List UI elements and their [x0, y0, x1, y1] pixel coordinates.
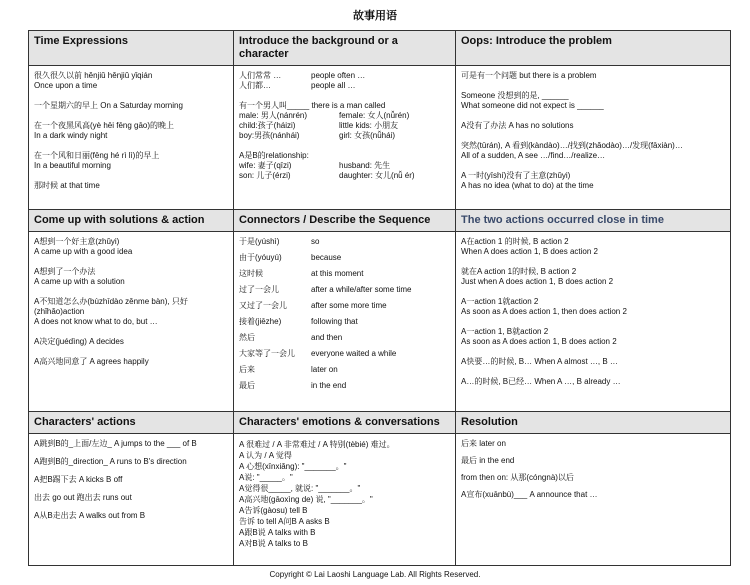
list-item: A 认为 / A 觉得 — [239, 451, 292, 460]
copyright-footer: Copyright © Lai Laoshi Language Lab. All Rights Reserved. — [269, 570, 481, 579]
phrase-en: A came up with a good idea — [34, 247, 133, 256]
list-item: 告诉 to tell A问B A asks B — [239, 517, 330, 526]
man-called-phrase: 有一个男人叫_____ there is a man called — [239, 101, 386, 110]
list-item: A 心想(xīnxiǎng): "_______。" — [239, 462, 347, 471]
header-time-expressions: Time Expressions — [29, 31, 234, 66]
list-item: A说: "_____。" — [239, 473, 293, 482]
list-item — [239, 81, 450, 91]
list-item — [461, 121, 725, 131]
list-item: A对B说 A talks to B — [239, 539, 308, 548]
relationship-phrase: A是B的relationship: — [239, 151, 309, 160]
list-item: from then on: 从那(cóngnà)以后 — [461, 473, 574, 482]
connector-cn: 接着(jiēzhe) — [239, 317, 282, 326]
phrase: A…的时候, B已经… When A …, B already … — [461, 377, 621, 386]
list-item — [461, 267, 725, 287]
phrase-cn: 在一个风和日丽(fēng hé rì lì)的早上 — [34, 151, 160, 160]
list-item: 后来 later on — [461, 439, 506, 448]
connector-cn: 后来 — [239, 365, 255, 374]
phrase: A快要…的时候, B… When A almost …, B … — [461, 357, 618, 366]
list-item — [461, 377, 725, 387]
phrase-en: people often … — [311, 71, 366, 80]
phrase: 一个星期六的早上 On a Saturday morning — [34, 101, 183, 110]
phrase-cn: A一action 1就action 2 — [461, 297, 539, 306]
list-item — [34, 151, 228, 171]
phrase-en: Once upon a time — [34, 81, 98, 90]
phrase-cn: A在action 1 的时候, B action 2 — [461, 237, 569, 246]
connector-cn: 过了一会儿 — [239, 285, 279, 294]
phrase-en: In a dark windy night — [34, 131, 108, 140]
list-item: A高兴地(gāoxìng de) 说, "_______。" — [239, 495, 373, 504]
background-cell — [234, 66, 456, 210]
actions-cell — [29, 434, 234, 566]
list-item — [461, 237, 725, 257]
list-item — [239, 111, 450, 121]
list-item — [239, 317, 450, 327]
list-item: A把B踢下去 A kicks B off — [34, 475, 123, 484]
header-emotions: Characters' emotions & conversations — [234, 412, 456, 434]
list-item — [239, 171, 450, 181]
connector-en: in the end — [311, 381, 347, 390]
phrase-en: people all … — [311, 81, 356, 90]
phrase-en: A came up with a solution — [34, 277, 125, 286]
header-solutions: Come up with solutions & action — [29, 210, 234, 232]
connector-en: following that — [311, 317, 358, 326]
list-item — [34, 101, 228, 111]
header-oops: Oops: Introduce the problem — [456, 31, 731, 66]
phrase-cn: A不知道怎么办(bùzhīdào zěnme bàn), 只好(zhǐhǎo)action — [34, 297, 188, 316]
phrase-cn: A想到了一个办法 — [34, 267, 96, 276]
vocab-right: husband: 先生 — [339, 161, 391, 170]
connector-en: so — [311, 237, 320, 246]
list-item — [239, 121, 450, 131]
list-item — [461, 141, 725, 161]
list-item — [239, 381, 450, 391]
list-item — [461, 91, 725, 111]
connector-cn: 然后 — [239, 333, 255, 342]
list-item: A告诉(gàosu) tell B — [239, 506, 308, 515]
phrase-en: A has no idea (what to do) at the time — [461, 181, 594, 190]
header-resolution: Resolution — [456, 412, 731, 434]
list-item — [34, 71, 228, 91]
list-item: A跑到B的_direction_ A runs to B's direction — [34, 457, 187, 466]
phrase-en: In a beautiful morning — [34, 161, 111, 170]
list-item — [34, 267, 228, 287]
header-connectors: Connectors / Describe the Sequence — [234, 210, 456, 232]
list-item — [239, 253, 450, 263]
connector-en: later on — [311, 365, 338, 374]
phrase: A高兴地同意了 A agrees happily — [34, 357, 149, 366]
vocab-right: girl: 女孩(nǚhái) — [339, 131, 396, 140]
list-item — [461, 327, 725, 347]
list-item: A觉得很_____, 就说: "_______。" — [239, 484, 361, 493]
list-item: A宣布(xuānbù)___ A announce that … — [461, 490, 598, 499]
connector-en: after a while/after some time — [311, 285, 412, 294]
phrase-en: As soon as A does action 1, then does action 2 — [461, 307, 627, 316]
connector-cn: 由于(yóuyú) — [239, 253, 282, 262]
header-two-actions: The two actions occurred close in time — [456, 210, 731, 232]
phrase-cn: A 一时(yīshí)没有了主意(zhǔyi) — [461, 171, 571, 180]
emotions-cell — [234, 434, 456, 566]
list-item — [34, 297, 228, 327]
list-item — [239, 237, 450, 247]
vocab-left: child:孩子(háizi) — [239, 121, 296, 130]
oops-cell — [456, 66, 731, 210]
list-item — [239, 333, 450, 343]
phrase-cn: A想到一个好主意(zhǔyi) — [34, 237, 120, 246]
connector-en: and then — [311, 333, 343, 342]
connector-en: everyone waited a while — [311, 349, 397, 358]
phrase-cn: A一action 1, B就action 2 — [461, 327, 549, 336]
list-item — [239, 349, 450, 359]
vocab-left: male: 男人(nánrén) — [239, 111, 308, 120]
vocab-right: daughter: 女儿(nǚ ér) — [339, 171, 415, 180]
phrase-cn: Someone 没想到的是, ______ — [461, 91, 569, 100]
two-actions-cell — [456, 232, 731, 412]
header-background: Introduce the background or a character — [234, 31, 456, 66]
list-item — [34, 181, 228, 191]
list-item — [239, 301, 450, 311]
list-item — [461, 171, 725, 191]
list-item — [34, 237, 228, 257]
connector-cn: 于是(yúshì) — [239, 237, 280, 246]
list-item — [461, 71, 725, 81]
header-actions: Characters' actions — [29, 412, 234, 434]
connector-cn: 这时候 — [239, 269, 263, 278]
connector-en: at this moment — [311, 269, 364, 278]
list-item: A跳到B的_上面/左边_ A jumps to the ___ of B — [34, 439, 197, 448]
phrase-cn: 人们都… — [239, 81, 271, 90]
list-item — [461, 297, 725, 317]
list-item: 出去 go out 跑出去 runs out — [34, 493, 132, 502]
list-item — [239, 269, 450, 279]
list-item — [34, 121, 228, 141]
phrase-en: When A does action 1, B does action 2 — [461, 247, 598, 256]
connector-en: after some more time — [311, 301, 387, 310]
vocab-right: female: 女人(nǚrén) — [339, 111, 410, 120]
phrase-cn: 在一个夜黑风高(yè hēi fēng gāo)的晚上 — [34, 121, 175, 130]
phrase-cn: 突然(tūrán), A 看到(kàndào)…/找到(zhǎodào)…/发现(fāxiàn)… — [461, 141, 683, 150]
list-item — [239, 131, 450, 141]
resolution-cell — [456, 434, 731, 566]
connector-en: because — [311, 253, 342, 262]
list-item — [239, 71, 450, 81]
connector-cn: 又过了一会儿 — [239, 301, 287, 310]
solutions-cell — [29, 232, 234, 412]
list-item — [239, 285, 450, 295]
list-item — [34, 337, 228, 347]
phrase-cn: 就在A action 1的时候, B action 2 — [461, 267, 577, 276]
phrase-en: A does not know what to do, but … — [34, 317, 158, 326]
vocab-left: son: 儿子(érzi) — [239, 171, 291, 180]
phrase-cn: 人们常常 … — [239, 71, 282, 80]
phrase: 可是有一个问题 but there is a problem — [461, 71, 597, 80]
list-item — [239, 161, 450, 171]
time-expressions-cell — [29, 66, 234, 210]
list-item: 最后 in the end — [461, 456, 515, 465]
story-phrases-table — [28, 30, 731, 566]
phrase-en: What someone did not expect is ______ — [461, 101, 604, 110]
phrase: A没有了办法 A has no solutions — [461, 121, 574, 130]
list-item: A从B走出去 A walks out from B — [34, 511, 146, 520]
connector-cn: 最后 — [239, 381, 255, 390]
document-title: 故事用语 — [353, 10, 397, 22]
phrase: A决定(juédìng) A decides — [34, 337, 124, 346]
phrase-en: Just when A does action 1, B does action 2 — [461, 277, 614, 286]
list-item: A跟B说 A talks with B — [239, 528, 316, 537]
connectors-cell — [234, 232, 456, 412]
vocab-right: little kids: 小朋友 — [339, 121, 399, 130]
list-item — [239, 365, 450, 375]
phrase: 那时候 at that time — [34, 181, 100, 190]
list-item — [34, 357, 228, 367]
connector-cn: 大家等了一会儿 — [239, 349, 295, 358]
vocab-left: wife: 妻子(qīzi) — [239, 161, 292, 170]
list-item — [461, 357, 725, 367]
phrase-en: As soon as A does action 1, B does action 2 — [461, 337, 617, 346]
vocab-left: boy:男孩(nánhái) — [239, 131, 300, 140]
list-item: A 很难过 / A 非常难过 / A 特别(tèbié) 难过。 — [239, 440, 395, 449]
phrase-en: All of a sudden, A see …/find…/realize… — [461, 151, 606, 160]
phrase-cn: 很久很久以前 hěnjiǔ hěnjiǔ yǐqián — [34, 71, 153, 80]
